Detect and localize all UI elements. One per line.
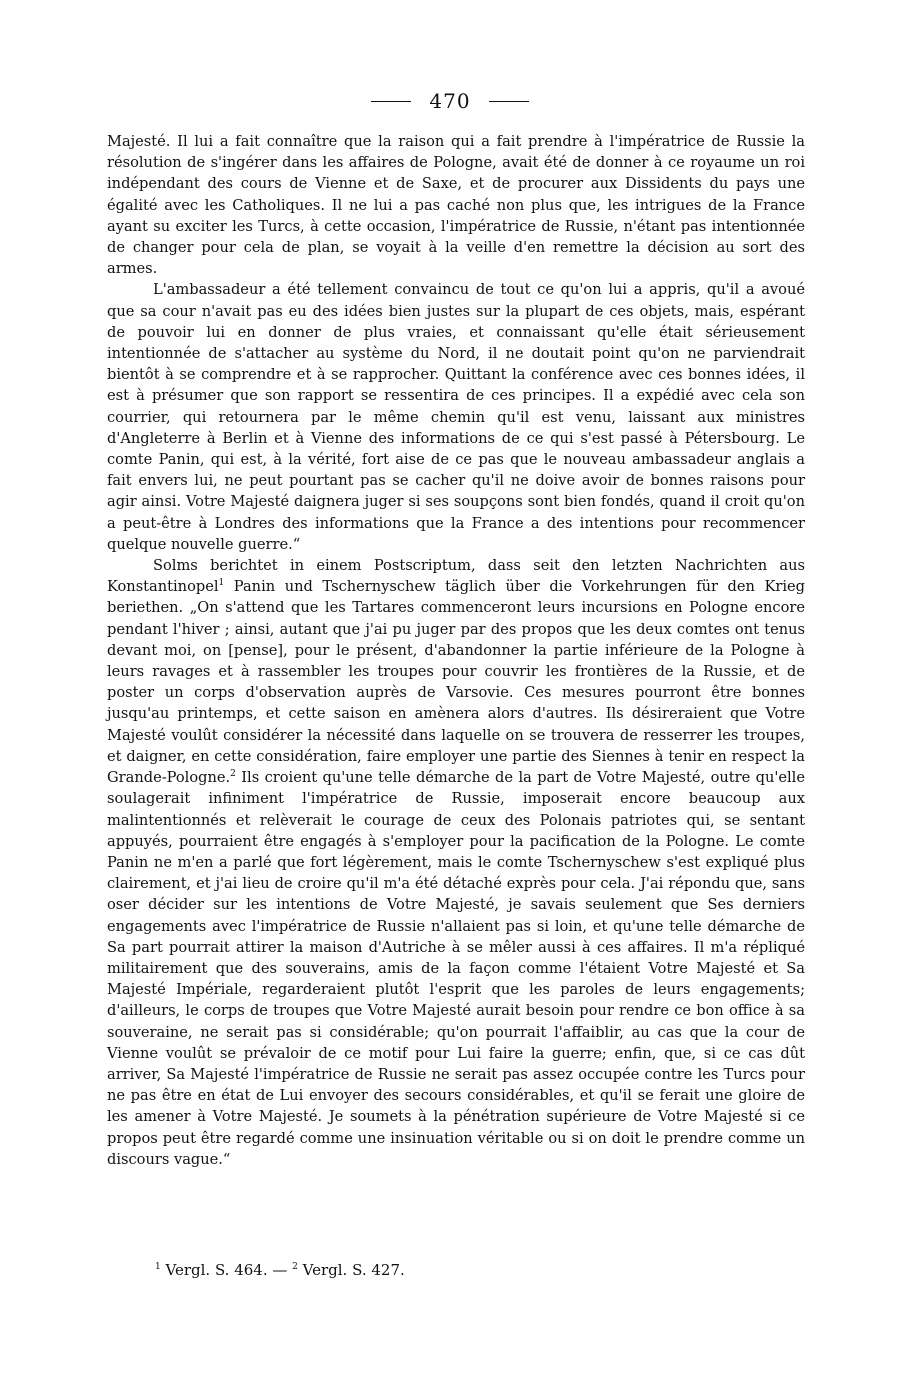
footnote-2: Vergl. S. 427. (297, 1261, 405, 1279)
footnotes (155, 1259, 755, 1281)
paragraph-continuation: Majesté. Il lui a fait connaître que la raison qui a fait prendre à l'impératrice de Russie la résolution de s'ingérer dans les affaires de Pologne, avait été de donner à ce royaume un roi indépendant des cours de Vienne et de Saxe, et de procurer aux Dissidents du pays une égalité avec les Catholiques. Il ne lui a pas caché non plus que, les intrigues de la France ayant su exciter les Turcs, à cette occasion, l'impératrice de Russie, n'étant pas intentionnée de changer pour cela de plan, se voyait à la veille d'en remettre la décision au sort des armes. (107, 133, 805, 278)
paragraph-solms (107, 555, 805, 1170)
main-text (107, 131, 805, 1170)
paragraph-solms-part-3: Ils croient qu'une telle démarche de la part de Votre Majesté, outre qu'elle soulagerait infiniment l'impératrice de Russie, imposerait encore beaucoup aux malintentionnés et relèverait le courage de ceux des Polonais patriotes qui, se sentant appuyés, pourraient être engagés à s'employer pour la pacification de la Pologne. Le comte Panin ne m'en a parlé que fort légèrement, mais le comte Tschernyschew s'est expliqué plus clairement, et j'ai lieu de croire qu'il m'a été détaché exprès pour cela. J'ai répondu que, sans oser décider sur les intentions de Votre Majesté, je savais seulement que Ses derniers engagements avec l'impératrice de Russie n'allaient pas si loin, et qu'une telle démarche de Sa part pourrait attirer la maison d'Autriche à se mêler aussi à ces affaires. Il m'a répliqué militairement que des souverains, amis de la façon comme l'étaient Votre Majesté et Sa Majesté Impériale, regarderaient plutôt l'esprit que les paroles de leurs engagements; d'ailleurs, le corps de troupes que Votre Majesté aurait besoin pour rendre ce bon office à sa souveraine, ne serait pas si considérable; qu'on pourrait l'affaiblir, au cas que la cour de Vienne voulût se prévaloir de ce motif pour Lui faire la guerre; enfin, que, si ce cas dût arriver, Sa Majesté l'impératrice de Russie ne serait pas assez occupée contre les Turcs pour ne pas être en état de Lui envoyer des secours considérables, et qu'il se ferait une gloire de les amener à Votre Majesté. Je soumets à la pénétration supérieure de Votre Majesté si ce propos peut être regardé comme une insinuation véritable ou si on doit le prendre comme un discours vague.“ (107, 769, 805, 1168)
header-rule-right (489, 101, 529, 102)
page-number: 470 (429, 89, 471, 113)
footnote-mark-2: 2 (292, 1262, 298, 1272)
footnote-1: Vergl. S. 464. — (160, 1261, 293, 1279)
footnote-mark-1: 1 (155, 1262, 161, 1272)
footnote-ref-2: 2 (230, 769, 236, 780)
paragraph-solms-part-2: Panin und Tschernyschew täglich über die Vorkehrungen für den Krieg beriethen. „On s'attend que les Tartares commenceront leurs incursions en Pologne encore pendant l'hiver ; ainsi, autant que j'ai pu juger par des propos que les deux comtes ont tenus devant moi, on [pense], pour le présent, d'abandonner la partie inférieure de la Pologne à leurs ravages et à rassembler les troupes pour couvrir les frontières de la Russie, et de poster un corps d'observation auprès de Varsovie. Ces mesures pourront être bonnes jusqu'au printemps, et cette saison en amènera alors d'autres. Ils désireraient que Votre Majesté voulût considérer la nécessité dans laquelle on se trouvera de resserrer les troupes, et daigner, en cette considération, faire employer une partie des Siennes à tenir en respect la Grande-Pologne. (107, 578, 805, 787)
page-header (0, 86, 900, 116)
footnote-ref-1: 1 (218, 578, 225, 589)
paragraph-ambassadeur: L'ambassadeur a été tellement convaincu de tout ce qu'on lui a appris, qu'il a avoué que sa cour n'avait pas eu des idées bien justes sur la plupart de ces objets, mais, espérant de pouvoir lui en donner de plus vraies, et connaissant qu'elle était sérieusement intentionnée de s'attacher au système du Nord, il ne doutait point qu'on ne parviendrait bientôt à se comprendre et à se rapprocher. Quittant la conférence avec ces bonnes idées, il est à présumer que son rapport se ressentira de ces principes. Il a expédié avec cela son courrier, qui retournera par le même chemin qu'il est venu, laissant aux ministres d'Angleterre à Berlin et à Vienne des informations de ce qui s'est passé à Pétersbourg. Le comte Panin, qui est, à la vérité, fort aise de ce pas que le nouveau ambassadeur anglais a fait envers lui, ne peut pourtant pas se cacher qu'il ne doive avoir de bonnes raisons pour agir ainsi. Votre Majesté daignera juger si ses soupçons sont bien fondés, quand il croit qu'on a peut-être à Londres des informations que la France a des intentions pour recommencer quelque nouvelle guerre.“ (107, 281, 805, 553)
paragraph-solms-part-1: Solms berichtet in einem Postscriptum, dass seit den letzten Nachrichten aus Konstantinopel (107, 557, 805, 596)
header-rule-left (371, 101, 411, 102)
